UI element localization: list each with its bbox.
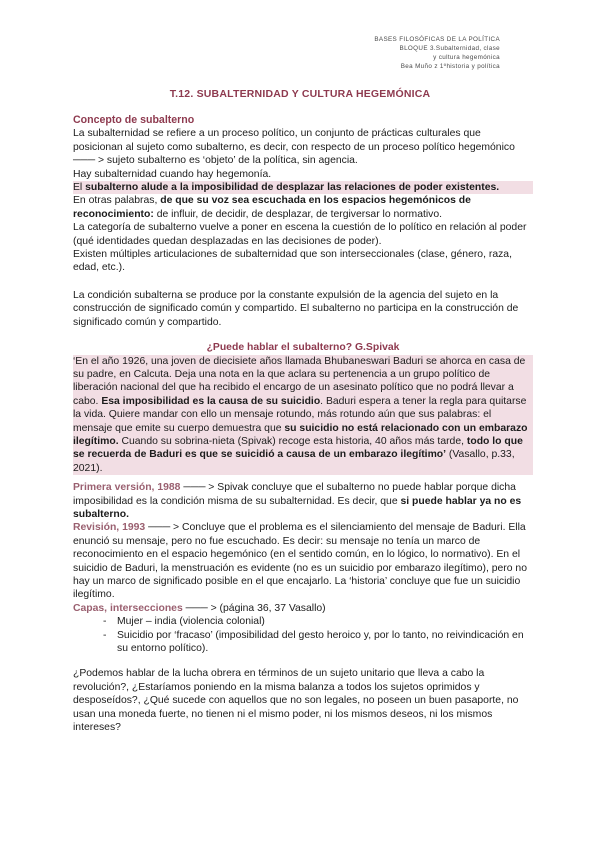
page-title: T.12. SUBALTERNIDAD Y CULTURA HEGEMÓNICA xyxy=(169,88,431,100)
bold-text: de que su voz sea escuchada en los espacios hegemónicos de reconocimiento: xyxy=(73,195,471,220)
list-item: - Suicidio por ‘fracaso’ (imposibilidad del gesto heroico y, por lo tanto, no reivindicación en su entorno político). xyxy=(103,629,533,656)
document-body xyxy=(73,114,533,734)
subheading-primera-version: Primera versión, 1988 xyxy=(73,482,181,494)
paragraph-questions: ¿Podemos hablar de la lucha obrera en términos de un sujeto unitario que lleva a cabo la revolución?, ¿Estaríamos poniendo en la misma balanza a todos los sujetos oprimidos y desposeídos?, ¿Qué sucede con aquellos que no son legales, no poseen un buen pasaporte, no usan una moneda fuerte, no tienen ni el mismo poder, ni los mismos deseos, ni los mismos intereses? xyxy=(73,668,519,734)
baduri-quote xyxy=(73,355,533,476)
text-run: ─── > Concluye que el problema es el silenciamiento del mensaje de Baduri. Ella enunció su mensaje, pero no fue escuchado. Es decir: su mensaje no tenía un marco de reconocimiento en el espacio hegemónico (en el sentido común, en lo lógico, lo normativo). En el suicidio de Baduri, la menstruación es evidente (no es un suicidio por embarazo ilegítimo), pero no hay un marco de significado posible en el que encajarlo. La ‘historia’ concluye que fue un suicidio ilegítimo. xyxy=(73,522,527,601)
header-course: BASES FILOSÓFICAS DE LA POLÍTICA xyxy=(374,36,500,43)
text-run: ─── > (página 36, 37 Vasallo) xyxy=(182,602,326,614)
spacer xyxy=(73,655,533,667)
paragraph: Hay subalternidad cuando hay hegemonía. xyxy=(73,168,272,180)
heading-spivak: ¿Puede hablar el subalterno? G.Spivak xyxy=(206,342,400,354)
paragraph: La condición subalterna se produce por la constante expulsión de la agencia del sujeto en la construcción de significado común y compartido. El subalterno no participa en la construcción de significado común y compartido. xyxy=(73,289,519,328)
paragraph: La subalternidad se refiere a un proceso político, un conjunto de prácticas culturales que posicionan al sujeto como subalterno, es decir, con respecto de un proceso político hegemónico ─── > sujeto subalterno es ‘objeto’ de la política, sin agencia. xyxy=(73,128,515,167)
spacer xyxy=(73,275,533,289)
header-block-cont: y cultura hegemónica xyxy=(433,53,500,61)
text-run: El xyxy=(73,182,86,194)
list-item: - Mujer – india (violencia colonial) xyxy=(103,615,533,628)
running-header xyxy=(374,36,500,72)
bold-text: si puede hablar ya no es subalterno. xyxy=(73,495,522,520)
text-run: (Vasallo, p.33, 2021). xyxy=(73,449,515,474)
text-run: ─── > Spivak concluye que el subalterno no puede hablar porque dicha imposibilidad es la condición misma de su subalternidad. Es decir, que xyxy=(73,482,516,507)
paragraph-revision xyxy=(73,521,533,601)
paragraph-capas xyxy=(73,602,533,615)
paragraph xyxy=(73,194,533,221)
bold-text: subalterno alude a la imposibilidad de desplazar las relaciones de poder existentes. xyxy=(85,182,500,194)
bold-text: su suicidio no está relacionado con un embarazo ilegítimo. xyxy=(73,422,528,447)
bold-text: todo lo que se recuerda de Baduri es que se suicidió a causa de un embarazo ilegítimo’ xyxy=(73,435,523,461)
text-run: ‘En el año 1926, una joven de diecisiete años llamada Bhubaneswari Baduri se ahorca en casa de su padre, en Calcuta. Deja una nota en la que aclara su pertenencia a un grupo político de liberación nacional del que ha recibido el encargo de un asesinato político que no podrá llevar a cabo. xyxy=(73,355,526,407)
paragraph-primera-version xyxy=(73,481,533,521)
header-author: Bea Muño z 1ºhistoria y política xyxy=(400,62,500,70)
paragraph: Existen múltiples articulaciones de subalternidad que son interseccionales (clase, género, raza, edad, etc.). xyxy=(73,249,512,274)
header-block: BLOQUE 3.Subalternidad, clase xyxy=(399,44,500,52)
text-run: En otras palabras, xyxy=(73,195,161,207)
subheading-capas: Capas, intersecciones xyxy=(73,602,183,614)
text-run: Cuando su sobrina-nieta (Spivak) recoge esta historia, 40 años más tarde, xyxy=(118,435,467,447)
bold-text: Esa imposibilidad es la causa de su suicidio xyxy=(101,395,321,407)
bullet-list xyxy=(73,615,533,655)
subheading-revision: Revisión, 1993 xyxy=(73,522,146,534)
highlighted-paragraph xyxy=(73,181,533,194)
heading-concepto: Concepto de subalterno xyxy=(73,114,195,126)
paragraph: La categoría de subalterno vuelve a poner en escena la cuestión de lo político en relación al poder (qué identidades quedan desplazadas en las decisiones de poder). xyxy=(73,222,527,247)
text-run: . Baduri espera a tener la regla para quitarse la vida. Quiere mandar con ello un mensaje rotundo, más rotundo aún que sus palabras: el mensaje que emite su cuerpo demuestra que xyxy=(73,395,527,434)
text-run: de influir, de decidir, de desplazar, de tergiversar lo normativo. xyxy=(153,208,443,220)
spacer xyxy=(73,329,533,341)
